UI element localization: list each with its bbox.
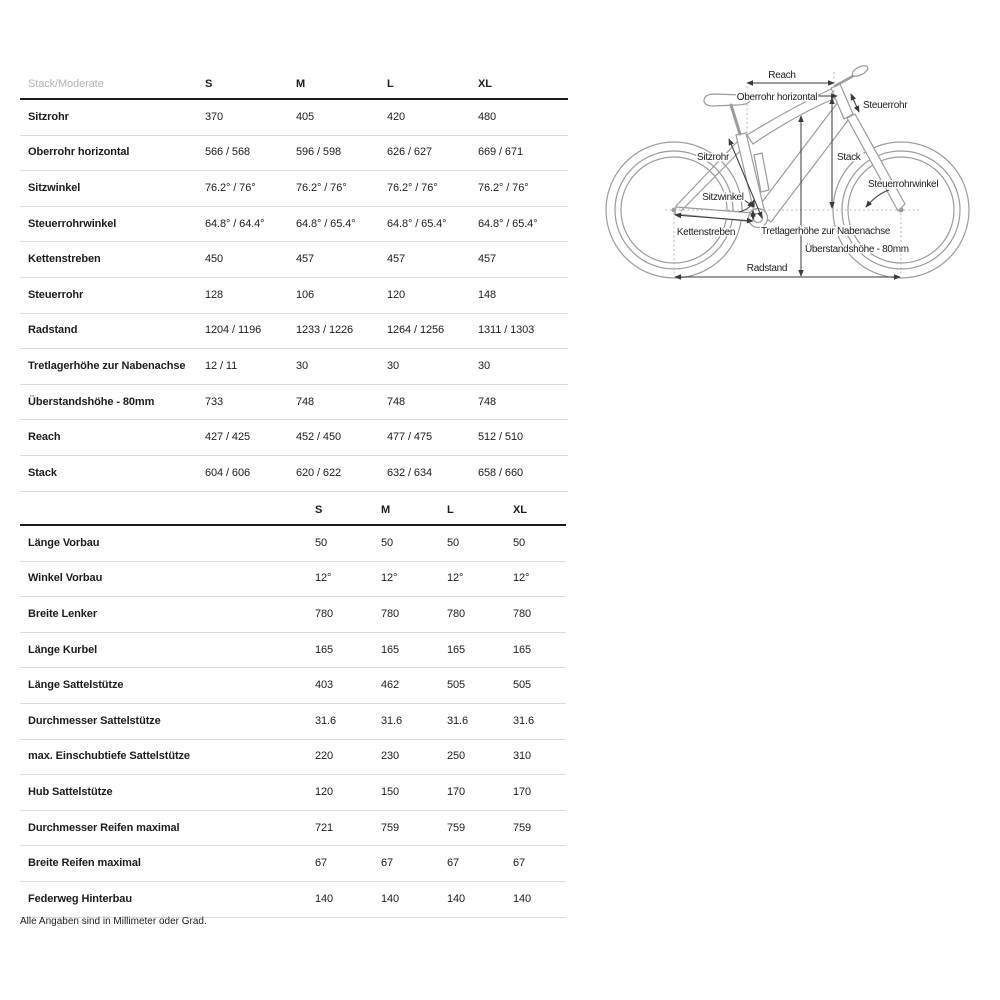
cell-value: 140 — [381, 881, 447, 917]
cell-value: 140 — [447, 881, 513, 917]
table-row — [20, 632, 566, 668]
table-row — [20, 739, 566, 775]
cell-value: 620 / 622 — [296, 455, 387, 491]
cell-value: 420 — [387, 99, 478, 135]
bike-geometry-diagram — [605, 8, 995, 298]
bike-diagram-svg — [605, 8, 995, 298]
steuerrohr-arrow — [851, 94, 859, 112]
ueberstandshoehe-label: Überstandshöhe - 80mm — [805, 244, 909, 255]
cell-value: 370 — [205, 99, 296, 135]
cell-value: 759 — [513, 810, 566, 846]
cell-value: 477 / 475 — [387, 420, 478, 456]
row-label: Federweg Hinterbau — [20, 881, 315, 917]
cell-value: 669 / 671 — [478, 135, 568, 171]
radstand-label: Radstand — [746, 263, 788, 274]
cell-value: 457 — [478, 242, 568, 278]
table-row — [20, 135, 568, 171]
row-label: Breite Reifen maximal — [20, 846, 315, 882]
cell-value: 1264 / 1256 — [387, 313, 478, 349]
cell-value: 780 — [381, 597, 447, 633]
cell-value: 626 / 627 — [387, 135, 478, 171]
cell-value: 403 — [315, 668, 381, 704]
cell-value: 64.8° / 65.4° — [296, 206, 387, 242]
cell-value: 148 — [478, 277, 568, 313]
cell-value: 30 — [387, 349, 478, 385]
row-label: Steuerrohr — [20, 277, 205, 313]
cell-value: 30 — [296, 349, 387, 385]
table-row — [20, 99, 568, 135]
cell-value: 76.2° / 76° — [387, 171, 478, 207]
row-label: Radstand — [20, 313, 205, 349]
cell-value: 405 — [296, 99, 387, 135]
table-row — [20, 420, 568, 456]
table-header-label: Stack/Moderate — [20, 70, 205, 99]
table-row — [20, 775, 566, 811]
row-label: Breite Lenker — [20, 597, 315, 633]
cell-value: 566 / 568 — [205, 135, 296, 171]
cell-value: 76.2° / 76° — [478, 171, 568, 207]
cell-value: 67 — [315, 846, 381, 882]
cell-value: 457 — [387, 242, 478, 278]
table-row — [20, 810, 566, 846]
cell-value: 120 — [315, 775, 381, 811]
row-label: Durchmesser Sattelstütze — [20, 703, 315, 739]
column-header-xl: XL — [513, 496, 566, 525]
cell-value: 150 — [381, 775, 447, 811]
cell-value: 1233 / 1226 — [296, 313, 387, 349]
column-header-l: L — [387, 70, 478, 99]
table-row — [20, 349, 568, 385]
cell-value: 480 — [478, 99, 568, 135]
cell-value: 12° — [513, 561, 566, 597]
cell-value: 748 — [478, 384, 568, 420]
cell-value: 505 — [447, 668, 513, 704]
row-label: Tretlagerhöhe zur Nabenachse — [20, 349, 205, 385]
column-header-m: M — [381, 496, 447, 525]
cell-value: 67 — [381, 846, 447, 882]
cell-value: 457 — [296, 242, 387, 278]
table-row — [20, 703, 566, 739]
reach-label: Reach — [768, 70, 796, 81]
table-row — [20, 277, 568, 313]
cell-value: 165 — [513, 632, 566, 668]
table-row — [20, 455, 568, 491]
table-row — [20, 242, 568, 278]
column-header-l: L — [447, 496, 513, 525]
cell-value: 512 / 510 — [478, 420, 568, 456]
cell-value: 759 — [381, 810, 447, 846]
column-header-s: S — [205, 70, 296, 99]
cell-value: 230 — [381, 739, 447, 775]
cell-value: 30 — [478, 349, 568, 385]
cell-value: 759 — [447, 810, 513, 846]
row-label: max. Einschubtiefe Sattelstütze — [20, 739, 315, 775]
cell-value: 170 — [513, 775, 566, 811]
cell-value: 64.8° / 65.4° — [478, 206, 568, 242]
row-label: Überstandshöhe - 80mm — [20, 384, 205, 420]
table-row — [20, 384, 568, 420]
row-label: Länge Vorbau — [20, 525, 315, 561]
row-label: Sitzwinkel — [20, 171, 205, 207]
cell-value: 50 — [381, 525, 447, 561]
cell-value: 450 — [205, 242, 296, 278]
cell-value: 1311 / 1303 — [478, 313, 568, 349]
tretlagerhoehe-label: Tretlagerhöhe zur Nabenachse — [761, 226, 891, 237]
table-row — [20, 171, 568, 207]
cell-value: 250 — [447, 739, 513, 775]
cell-value: 140 — [513, 881, 566, 917]
cell-value: 452 / 450 — [296, 420, 387, 456]
table-row — [20, 846, 566, 882]
steuerrohr-label: Steuerrohr — [863, 100, 908, 111]
cell-value: 76.2° / 76° — [296, 171, 387, 207]
row-label: Hub Sattelstütze — [20, 775, 315, 811]
cell-value: 64.8° / 65.4° — [387, 206, 478, 242]
cell-value: 12° — [315, 561, 381, 597]
cell-value: 721 — [315, 810, 381, 846]
cell-value: 50 — [513, 525, 566, 561]
row-label: Stack — [20, 455, 205, 491]
row-label: Sitzrohr — [20, 99, 205, 135]
cell-value: 50 — [315, 525, 381, 561]
cell-value: 31.6 — [315, 703, 381, 739]
cell-value: 12° — [381, 561, 447, 597]
sitzwinkel-label: Sitzwinkel — [702, 192, 744, 203]
cell-value: 604 / 606 — [205, 455, 296, 491]
geometry-table — [20, 70, 568, 492]
cell-value: 780 — [315, 597, 381, 633]
row-label: Durchmesser Reifen maximal — [20, 810, 315, 846]
cell-value: 64.8° / 64.4° — [205, 206, 296, 242]
cell-value: 427 / 425 — [205, 420, 296, 456]
table-row — [20, 525, 566, 561]
table-row — [20, 881, 566, 917]
cell-value: 632 / 634 — [387, 455, 478, 491]
steuerrohrwinkel-label: Steuerrohrwinkel — [868, 179, 939, 190]
sitzrohr-label: Sitzrohr — [696, 152, 730, 163]
stack-label: Stack — [837, 152, 861, 163]
cell-value: 165 — [447, 632, 513, 668]
cell-value: 220 — [315, 739, 381, 775]
cell-value: 165 — [381, 632, 447, 668]
table-row — [20, 313, 568, 349]
cell-value: 505 — [513, 668, 566, 704]
kettenstreben-label: Kettenstreben — [676, 227, 736, 238]
steuerrohrwinkel-arc — [866, 190, 889, 207]
units-footnote: Alle Angaben sind in Millimeter oder Grad. — [20, 916, 207, 927]
components-table — [20, 496, 566, 918]
row-label: Steuerrohrwinkel — [20, 206, 205, 242]
cell-value: 12° — [447, 561, 513, 597]
cell-value: 748 — [387, 384, 478, 420]
cell-value: 31.6 — [513, 703, 566, 739]
cell-value: 31.6 — [381, 703, 447, 739]
cell-value: 67 — [513, 846, 566, 882]
row-label: Länge Kurbel — [20, 632, 315, 668]
row-label: Oberrohr horizontal — [20, 135, 205, 171]
cell-value: 170 — [447, 775, 513, 811]
column-header-m: M — [296, 70, 387, 99]
cell-value: 1204 / 1196 — [205, 313, 296, 349]
cell-value: 128 — [205, 277, 296, 313]
column-header-s: S — [315, 496, 381, 525]
oberrohr-label: Oberrohr horizontal — [736, 92, 818, 103]
table-header-label — [20, 496, 315, 525]
cell-value: 748 — [296, 384, 387, 420]
cell-value: 733 — [205, 384, 296, 420]
row-label: Reach — [20, 420, 205, 456]
row-label: Kettenstreben — [20, 242, 205, 278]
cell-value: 120 — [387, 277, 478, 313]
cell-value: 50 — [447, 525, 513, 561]
cell-value: 76.2° / 76° — [205, 171, 296, 207]
header-row — [20, 496, 566, 525]
cell-value: 67 — [447, 846, 513, 882]
row-label: Länge Sattelstütze — [20, 668, 315, 704]
cell-value: 106 — [296, 277, 387, 313]
table-row — [20, 206, 568, 242]
table-row — [20, 561, 566, 597]
cell-value: 462 — [381, 668, 447, 704]
cell-value: 140 — [315, 881, 381, 917]
column-header-xl: XL — [478, 70, 568, 99]
row-label: Winkel Vorbau — [20, 561, 315, 597]
cell-value: 310 — [513, 739, 566, 775]
cell-value: 780 — [447, 597, 513, 633]
table-row — [20, 597, 566, 633]
cell-value: 31.6 — [447, 703, 513, 739]
table-row — [20, 668, 566, 704]
cell-value: 658 / 660 — [478, 455, 568, 491]
cell-value: 780 — [513, 597, 566, 633]
header-row — [20, 70, 568, 99]
cell-value: 596 / 598 — [296, 135, 387, 171]
cell-value: 165 — [315, 632, 381, 668]
cell-value: 12 / 11 — [205, 349, 296, 385]
